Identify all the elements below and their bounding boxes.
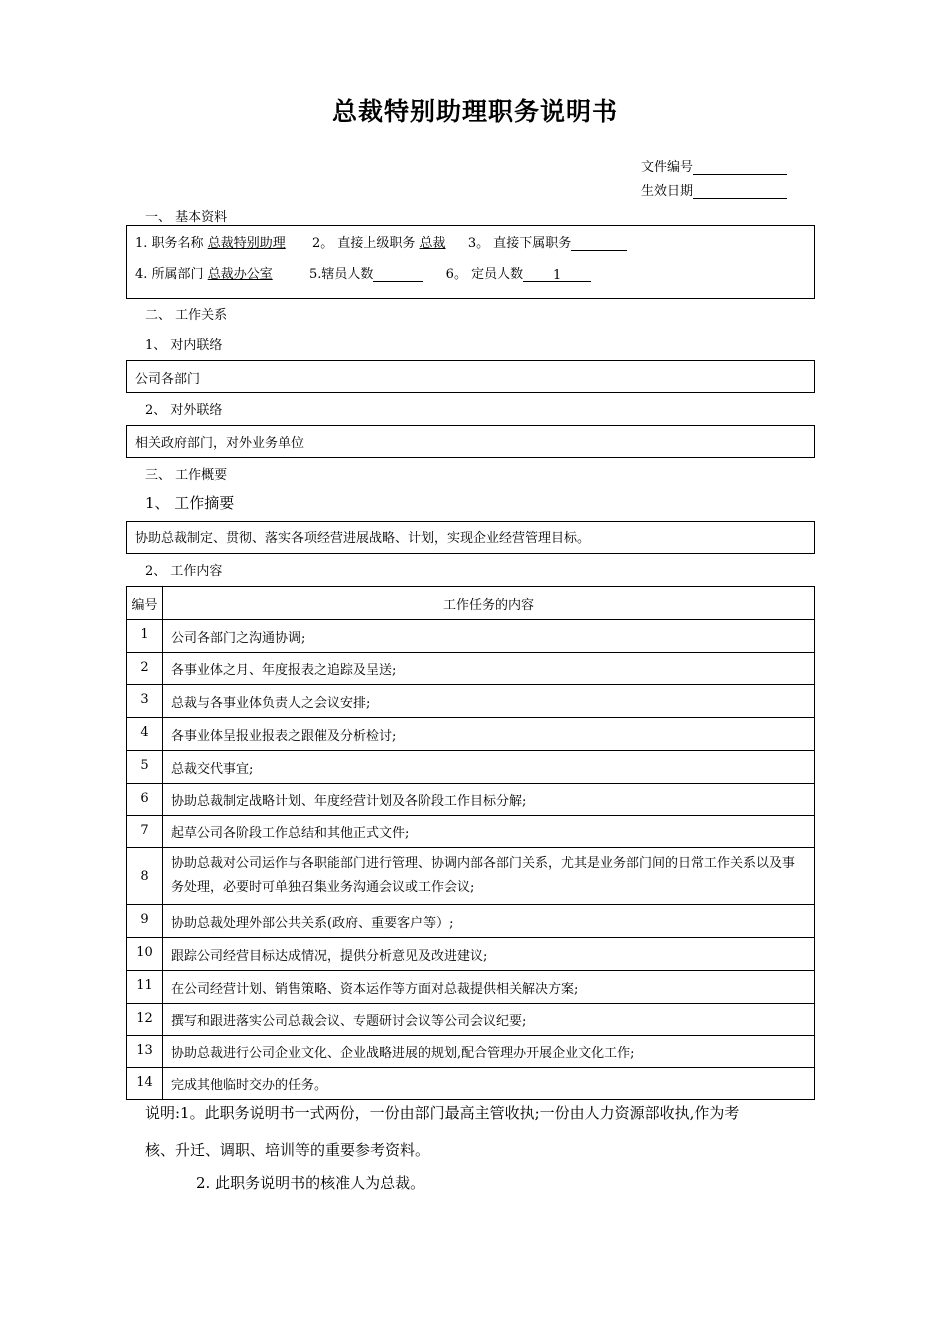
- task-text: 撰写和跟进落实公司总裁会议、专题研讨会议等公司会议纪要;: [163, 1004, 815, 1036]
- superior-label: 2。 直接上级职务: [311, 236, 416, 251]
- basic-info-row-2: [135, 263, 591, 282]
- external-contact-box: [126, 425, 815, 458]
- work-content-heading: 2、 工作内容: [145, 564, 223, 579]
- task-text: 跟踪公司经营目标达成情况，提供分析意见及改进建议;: [163, 938, 815, 971]
- task-no: 12: [127, 1004, 163, 1036]
- section-overview-heading: 三、 工作概要: [145, 468, 228, 483]
- subordinate-blank: [571, 237, 627, 251]
- internal-contact-box: [126, 360, 815, 393]
- position-name-value: 总裁特别助理: [207, 236, 286, 251]
- internal-contact-heading: 1、 对内联络: [145, 338, 223, 353]
- table-row: [127, 784, 815, 816]
- table-row: [127, 848, 815, 905]
- note-line-2: 核、升迁、调职、培训等的重要参考资料。: [145, 1141, 431, 1159]
- task-no: 2: [127, 653, 163, 685]
- summary-value: 协助总裁制定、贯彻、落实各项经营进展战略、计划，实现企业经营管理目标。: [135, 531, 591, 546]
- task-text: 总裁交代事宜;: [163, 751, 815, 784]
- summary-box: [126, 521, 815, 554]
- task-no: 7: [127, 816, 163, 848]
- table-row: [127, 718, 815, 751]
- internal-contact-value: 公司各部门: [135, 372, 201, 387]
- task-no: 5: [127, 751, 163, 784]
- table-row: [127, 1036, 815, 1068]
- dept-value: 总裁办公室: [207, 267, 273, 282]
- task-no: 1: [127, 620, 163, 653]
- table-row: [127, 620, 815, 653]
- quota-value: 1: [523, 268, 591, 282]
- table-row: [127, 685, 815, 718]
- task-text: 各事业体呈报业报表之跟催及分析检讨;: [163, 718, 815, 751]
- task-table: [126, 586, 815, 1100]
- task-text: 协助总裁进行公司企业文化、企业战略进展的规划,配合管理办开展企业文化工作;: [163, 1036, 815, 1068]
- task-text: 完成其他临时交办的任务。: [163, 1068, 815, 1100]
- page-title: 总裁特别助理职务说明书: [331, 97, 618, 126]
- staff-label: 5.辖员人数: [308, 267, 374, 282]
- table-row: [127, 751, 815, 784]
- task-text: 协助总裁处理外部公共关系(政府、重要客户等）;: [163, 905, 815, 938]
- table-row: [127, 938, 815, 971]
- table-row: [127, 905, 815, 938]
- effective-date-blank: [693, 185, 787, 199]
- effective-date-label: 生效日期: [641, 184, 694, 199]
- task-no: 14: [127, 1068, 163, 1100]
- basic-info-row-1: [135, 232, 627, 251]
- superior-value: 总裁: [419, 236, 446, 251]
- task-no: 6: [127, 784, 163, 816]
- external-contact-heading: 2、 对外联络: [145, 403, 223, 418]
- subordinate-label: 3。 直接下属职务: [467, 236, 572, 251]
- task-text: 在公司经营计划、销售策略、资本运作等方面对总裁提供相关解决方案;: [163, 971, 815, 1004]
- table-row: [127, 971, 815, 1004]
- file-number-blank: [693, 161, 787, 175]
- task-no: 11: [127, 971, 163, 1004]
- task-no: 3: [127, 685, 163, 718]
- section-relations-heading: 二、 工作关系: [145, 308, 228, 323]
- summary-heading: 1、 工作摘要: [145, 494, 235, 512]
- header-content: 工作任务的内容: [163, 587, 815, 620]
- table-row: [127, 1068, 815, 1100]
- note-line-1: 说明:1。此职务说明书一式两份，一份由部门最高主管收执;一份由人力资源部收执,作为考: [145, 1104, 740, 1122]
- external-contact-value: 相关政府部门，对外业务单位: [135, 436, 305, 451]
- task-no: 8: [127, 848, 163, 905]
- note-line-3: 2. 此职务说明书的核准人为总裁。: [196, 1174, 426, 1192]
- file-number-label: 文件编号: [641, 160, 694, 175]
- table-row: [127, 816, 815, 848]
- task-text: 各事业体之月、年度报表之追踪及呈送;: [163, 653, 815, 685]
- task-text: 协助总裁制定战略计划、年度经营计划及各阶段工作目标分解;: [163, 784, 815, 816]
- section-basic-heading: 一、 基本资料: [145, 210, 228, 225]
- task-text: 总裁与各事业体负责人之会议安排;: [163, 685, 815, 718]
- file-number-field: [641, 156, 787, 175]
- effective-date-field: [641, 180, 787, 199]
- table-row: [127, 653, 815, 685]
- task-text: 公司各部门之沟通协调;: [163, 620, 815, 653]
- task-no: 4: [127, 718, 163, 751]
- quota-label: 6。 定员人数: [445, 267, 524, 282]
- header-no: 编号: [127, 587, 163, 620]
- task-no: 13: [127, 1036, 163, 1068]
- task-no: 10: [127, 938, 163, 971]
- task-text: 起草公司各阶段工作总结和其他正式文件;: [163, 816, 815, 848]
- basic-info-box: [126, 225, 815, 299]
- task-no: 9: [127, 905, 163, 938]
- task-text: 协助总裁对公司运作与各职能部门进行管理、协调内部各部门关系，尤其是业务部门间的日常工作关系以及事务处理，必要时可单独召集业务沟通会议或工作会议;: [163, 848, 815, 905]
- table-row: [127, 1004, 815, 1036]
- staff-blank: [373, 268, 423, 282]
- position-name-label: 1. 职务名称: [135, 236, 204, 251]
- task-table-header: [127, 587, 815, 620]
- dept-label: 4. 所属部门: [135, 267, 204, 282]
